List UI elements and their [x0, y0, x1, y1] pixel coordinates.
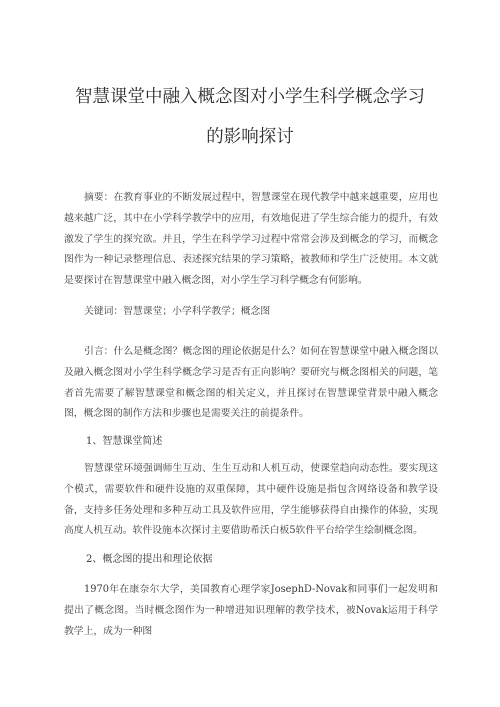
section-2-heading: 2、概念图的提出和理论依据	[86, 554, 213, 565]
introduction-paragraph: 引言：什么是概念图？概念图的理论依据是什么？如何在智慧课堂中融入概念图以及融入概念图对小学生科学概念学习是否有正向影响？要研究与概念图相关的问题，笔者首先需要了解智慧课堂和概念图的相关定义，并且探讨在智慧课堂背景中融入概念图，概念图的制作方法和步骤也是需要关注的前提条件。	[64, 346, 438, 420]
section-2-paragraph: 1970年在康奈尔大学，美国教育心理学家JosephD-Novak和同事们一起发明和提出了概念图。当时概念图作为一种增进知识理解的教学技术，被Novak运用于科学教学上，成为一种图	[64, 584, 438, 637]
section-1-paragraph: 智慧课堂环境强调师生互动、生生互动和人机互动，使课堂趋向动态性。要实现这个模式，需要软件和硬件设施的双重保障，其中硬件设施是指包含网络设备和教学设备，支持多任务处理和多种互动工具及软件应用，学生能够获得自由操作的体验，实现高度人机互动。软件设施本次探讨主要借助希沃白板5软件平台给学生绘制概念图。	[64, 463, 438, 537]
abstract-paragraph: 摘要：在教育事业的不断发展过程中，智慧课堂在现代教学中越来越重要，应用也越来越广泛，其中在小学科学教学中的应用，有效地促进了学生综合能力的提升，有效激发了学生的探究欲。并且，学生在科学学习过程中常常会涉及到概念的学习，而概念图作为一种记录整理信息、表述探究结果的学习策略，被教师和学生广泛使用。本文就是要探讨在智慧课堂中融入概念图，对小学生学习科学概念有何影响。	[64, 192, 438, 287]
document-title-line-2: 的影响探讨	[206, 127, 294, 147]
section-1-heading: 1、智慧课堂简述	[86, 436, 163, 447]
keywords-paragraph: 关键词：智慧课堂；小学科学教学；概念图	[84, 306, 271, 317]
document-title-line-1: 智慧课堂中融入概念图对小学生科学概念学习	[75, 87, 425, 107]
